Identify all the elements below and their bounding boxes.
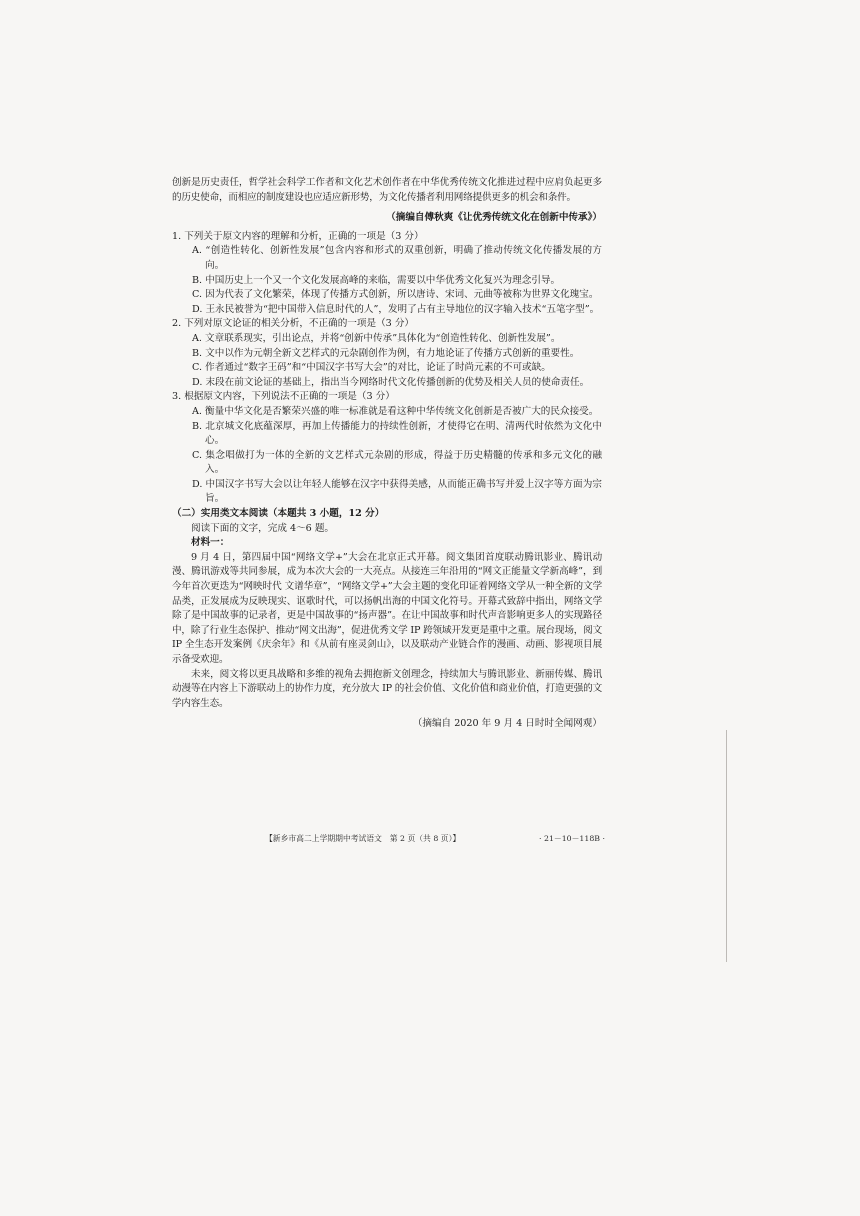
option-d: D. 王永民被誉为“把中国带入信息时代的人”，发明了占有主导地位的汉字输入技术“五笔字型”。 bbox=[192, 303, 600, 315]
material-paragraph: 未来，阅文将以更具战略和多维的视角去拥抱新文创理念，持续加大与腾讯影业、新丽传媒、腾讯动漫等在内容上下游联动上的协作力度，充分放大 IP 的社会价值、文化价值和商业价值，打造更强的文学内容生态。 bbox=[172, 668, 602, 709]
option-c: C. 集念唱做打为一体的全新的文艺样式元杂剧的形成，得益于历史精髓的传承和多元文化的融入。 bbox=[192, 449, 602, 476]
footer-code: · 21－10－118B · bbox=[539, 834, 605, 843]
material-label: 材料一： bbox=[191, 537, 230, 549]
question-stem: 3. 根据原文内容，下列说法不正确的一项是（3 分） bbox=[172, 391, 395, 403]
option-b: B. 中国历史上一个又一个文化发展高峰的来临，需要以中华优秀文化复兴为理念引导。 bbox=[192, 274, 561, 286]
page-content bbox=[172, 176, 602, 732]
passage-source: （摘编自傅秋爽《让优秀传统文化在创新中传承》） bbox=[386, 212, 602, 224]
option-d: D. 中国汉字书写大会以让年轻人能够在汉字中获得美感，从而能正确书写并爱上汉字等方面为宗旨。 bbox=[192, 478, 602, 505]
option-c: C. 作者通过“数字王码”和“中国汉字书写大会”的对比，论证了时尚元素的不可或缺。 bbox=[192, 362, 551, 374]
option-c: C. 因为代表了文化繁荣，体现了传播方式创新，所以唐诗、宋词、元曲等被称为世界文化瑰宝。 bbox=[192, 289, 599, 301]
section-instruction: 阅读下面的文字，完成 4～6 题。 bbox=[191, 522, 335, 534]
material-source: （摘编自 2020 年 9 月 4 日时时全闻网观） bbox=[412, 718, 602, 730]
footer-title: 【新乡市高二上学期期中考试语文 第 2 页（共 8 页）】 bbox=[265, 834, 461, 843]
page-footer bbox=[265, 833, 605, 844]
question-3 bbox=[172, 390, 602, 507]
option-b: B. 文中以作为元朝全新文艺样式的元杂剧创作为例，有力地论证了传播方式创新的重要性。 bbox=[192, 347, 580, 359]
question-2 bbox=[172, 317, 602, 390]
option-a: A. 衡量中华文化是否繁荣兴盛的唯一标准就是看这种中华传统文化创新是否被广大的民众接受。 bbox=[192, 405, 599, 417]
material-paragraph: 9 月 4 日，第四届中国“网络文学+”大会在北京正式开幕。阅文集团首度联动腾讯影业、腾讯动漫、腾讯游戏等共同参展，成为本次大会的一大亮点。从接连三年沿用的“网文正能量文学新高峰”，到今年首次更迭为“网映时代 文谱华章”，“网络文学+”大会主题的变化印证着网络文学从一种全新的文学品类，正发展成为反映现实、讴歌时代，可以扬帆出海的中国文化符号。开幕式致辞中指出，网络文学除了是中国故事的记录者，更是中国故事的“扬声器”。在让中国故事和时代声音影响更多人的实现路径中，除了行业生态保护、推动“网文出海”，促进优秀文学 IP 跨领域开发更是重中之重。展台现场，阅文 IP 全生态开发案例《庆余年》和《从前有座灵剑山》，以及联动产业链合作的漫画、动画、影视项目展示备受欢迎。 bbox=[172, 551, 602, 665]
question-stem: 2. 下列对原文论证的相关分析，不正确的一项是（3 分） bbox=[172, 318, 415, 330]
option-a: A. 文章联系现实，引出论点，并将“创新中传承”具体化为“创造性转化、创新性发展”。 bbox=[192, 332, 561, 344]
option-a: A. “创造性转化、创新性发展”包含内容和形式的双重创新，明确了推动传统文化传播发展的方向。 bbox=[192, 245, 602, 271]
passage-continuation: 创新是历史责任，哲学社会科学工作者和文化艺术创作者在中华优秀传统文化推进过程中应肩负起更多的历史使命，而相应的制度建设也应适应新形势，为文化传播者利用网络提供更多的机会和条件。 bbox=[172, 177, 602, 203]
option-d: D. 末段在前文论证的基础上，指出当今网络时代文化传播创新的优势及相关人员的使命责任。 bbox=[192, 376, 590, 388]
section-heading: （二）实用类文本阅读（本题共 3 小题，12 分） bbox=[172, 508, 385, 520]
scan-edge-line bbox=[726, 730, 727, 962]
question-1 bbox=[172, 230, 602, 318]
question-stem: 1. 下列关于原文内容的理解和分析，正确的一项是（3 分） bbox=[172, 230, 424, 242]
option-b: B. 北京城文化底蕴深厚，再加上传播能力的持续性创新，才使得它在明、清两代时依然为文化中心。 bbox=[192, 420, 602, 447]
